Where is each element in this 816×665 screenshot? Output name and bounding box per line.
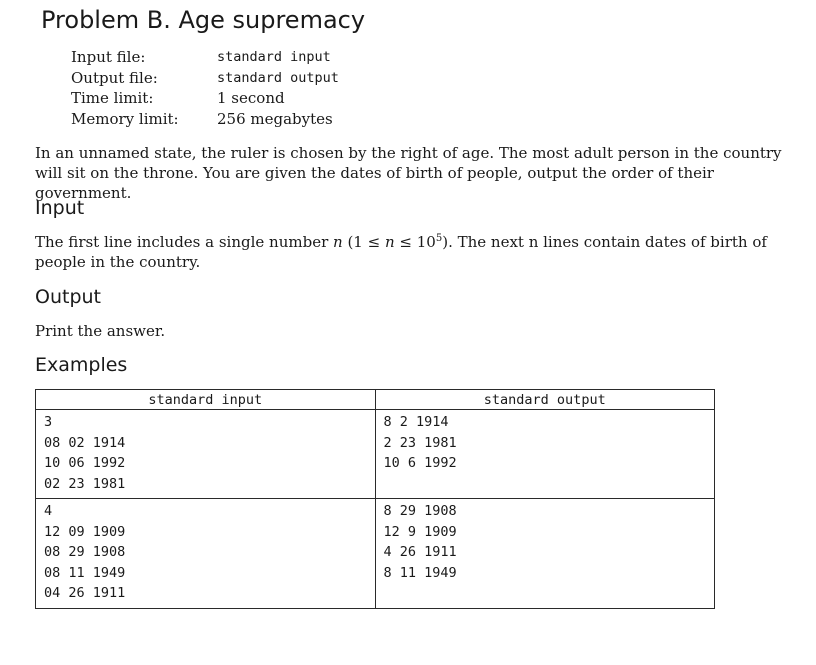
math-superscript: 5 (435, 233, 443, 244)
limit-row-input-file (71, 47, 339, 68)
example-line: 4 (44, 503, 53, 519)
example-line: 8 2 1914 (383, 414, 449, 430)
output-description: Print the answer. (35, 322, 166, 340)
math-leq: ≤ 10 (394, 233, 436, 251)
example-line: 04 26 1911 (44, 585, 126, 601)
example-line: 08 29 1908 (44, 544, 126, 560)
example-line: 02 23 1981 (44, 475, 126, 492)
math-open: (1 ≤ (342, 233, 385, 251)
example-line: 8 11 1949 (383, 564, 457, 581)
limit-label: Time limit: (71, 89, 154, 108)
output-heading: Output (35, 286, 101, 308)
example-line: 10 06 1992 (44, 455, 126, 471)
examples-table (35, 389, 715, 609)
limit-row-memory-limit (71, 109, 339, 130)
limit-value: standard output (217, 69, 339, 86)
example-input-cell (36, 499, 376, 609)
limit-label: Input file: (71, 48, 146, 67)
example-output-cell (375, 410, 715, 499)
problem-title: Problem B. Age supremacy (41, 6, 366, 34)
limit-label: Memory limit: (71, 109, 179, 128)
example-input-cell (36, 410, 376, 499)
limit-value: 1 second (217, 89, 285, 108)
limit-value: 256 megabytes (217, 109, 333, 128)
example-line: 3 (44, 414, 53, 430)
example-line: 10 6 1992 (383, 455, 457, 471)
examples-heading: Examples (35, 354, 128, 376)
example-line: 12 09 1909 (44, 523, 126, 540)
math-variable: n (333, 233, 343, 251)
column-header-input: standard input (36, 390, 376, 410)
statement-text: In an unnamed state, the ruler is chosen by the right of age. The most adult person in the country will sit on the throne. You are given the dates of birth of people, output the order of their government. (35, 144, 782, 202)
input-text-after: ). The next n lines contain dates of birth of people in the country. (35, 233, 767, 271)
examples-header-row (36, 390, 715, 410)
column-header-output: standard output (375, 390, 715, 410)
example-row (36, 410, 715, 499)
limit-row-time-limit (71, 88, 339, 109)
example-line: 2 23 1981 (383, 434, 457, 451)
math-variable: n (384, 233, 395, 251)
limit-value: standard input (217, 49, 331, 66)
example-line: 8 29 1908 (383, 503, 457, 519)
example-line: 08 02 1914 (44, 434, 126, 451)
example-line: 4 26 1911 (383, 544, 457, 560)
limits-table (71, 47, 339, 129)
limit-label: Output file: (71, 68, 158, 87)
example-row (36, 499, 715, 609)
input-description (35, 232, 795, 272)
example-line: 12 9 1909 (383, 523, 457, 540)
input-heading: Input (35, 197, 85, 219)
input-text-before: The first line includes a single number (35, 233, 334, 251)
example-line: 08 11 1949 (44, 564, 126, 581)
example-output-cell (375, 499, 715, 609)
limit-row-output-file (71, 68, 339, 89)
